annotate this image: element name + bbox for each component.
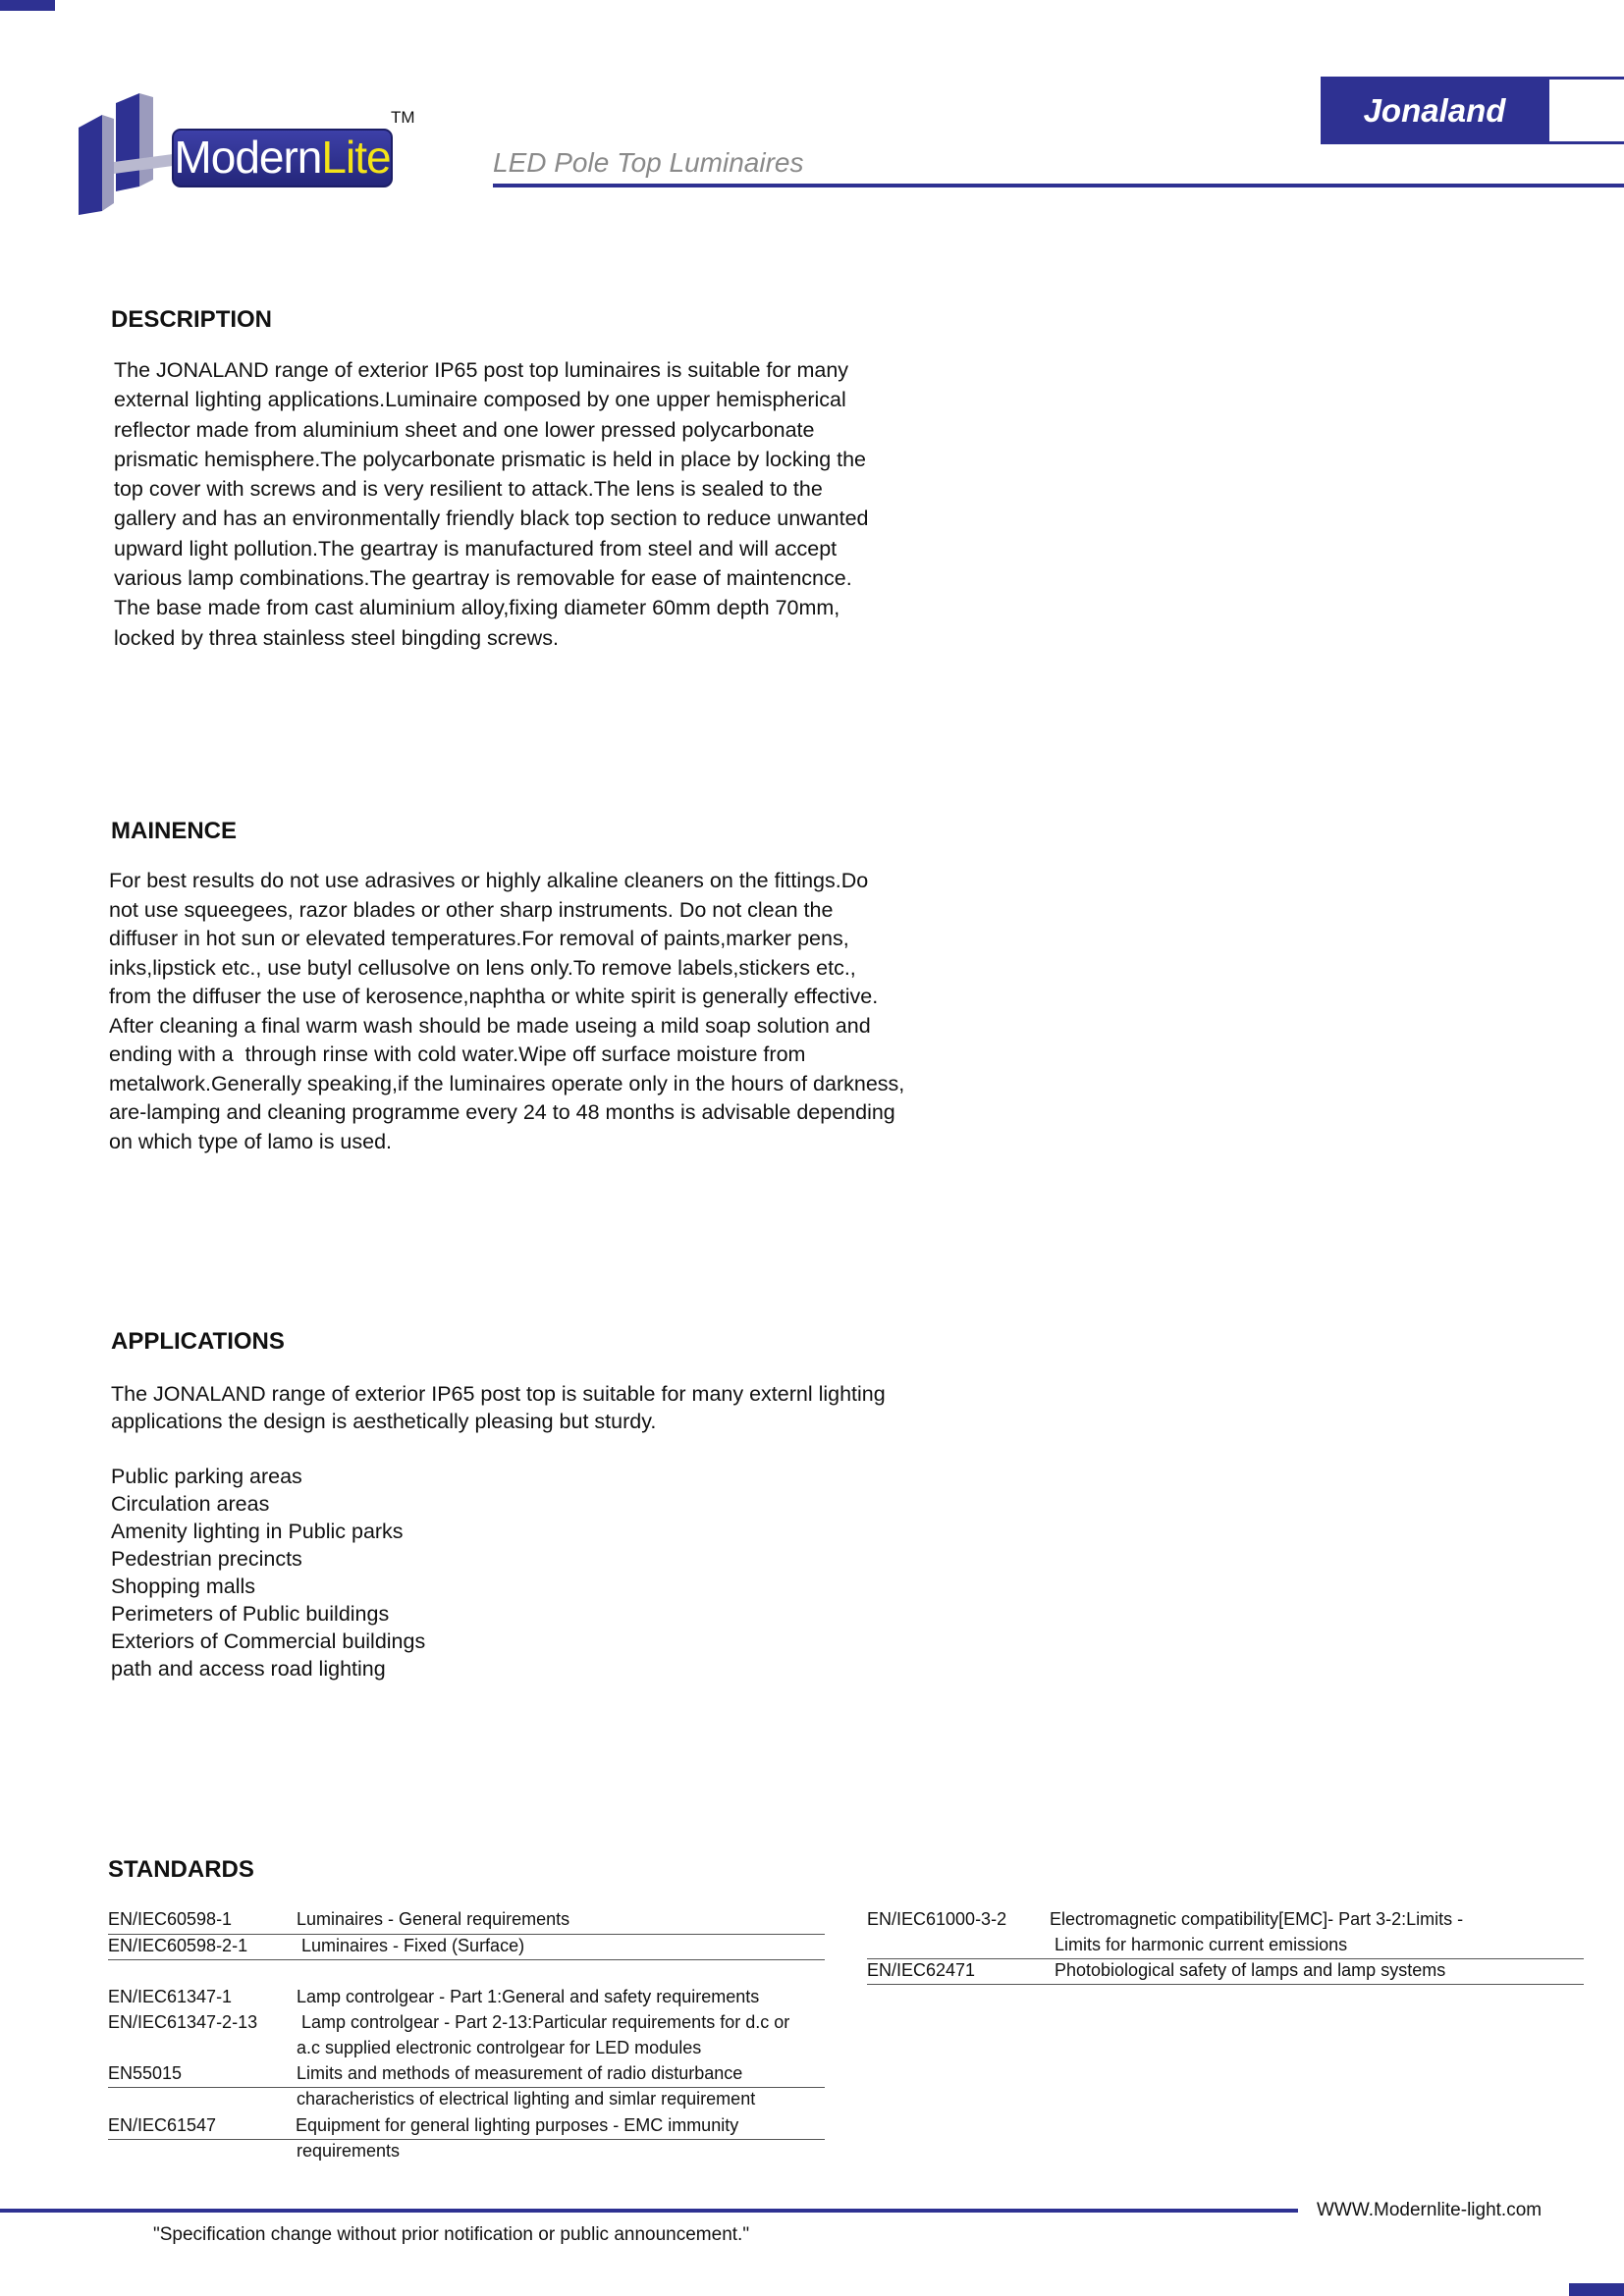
description-section	[111, 306, 975, 334]
maintenance-line: ending with a through rinse with cold water.Wipe off surface moisture from	[109, 1042, 806, 1066]
logo-lite: Lite	[321, 132, 391, 183]
description-line: locked by threa stainless steel bingding screws.	[114, 625, 559, 650]
maintenance-line: not use squeegees, razor blades or other sharp instruments. Do not clean the	[109, 897, 834, 922]
corner-mark-top	[0, 0, 55, 11]
standard-code: EN/IEC60598-2-1	[108, 1936, 248, 1955]
disclaimer-text: "Specification change without prior notification or public announcement."	[153, 2224, 750, 2245]
standard-description: Equipment for general lighting purposes - EMC immunity	[296, 2115, 739, 2135]
list-item: Perimeters of Public buildings	[111, 1602, 390, 1626]
maintenance-heading: MAINENCE	[111, 818, 238, 844]
description-heading: DESCRIPTION	[111, 306, 273, 333]
description-line: The base made from cast aluminium alloy,fixing diameter 60mm depth 70mm,	[114, 596, 840, 620]
table-rule	[108, 1959, 825, 1960]
standard-description: Limits and methods of measurement of radio disturbance	[297, 2063, 743, 2083]
header-divider	[493, 184, 1624, 187]
description-line: gallery and has an environmentally friendly black top section to reduce unwanted	[114, 507, 869, 531]
standard-description: Electromagnetic compatibility[EMC]- Part 3-2:Limits -	[1050, 1909, 1464, 1929]
standard-description: Lamp controlgear - Part 1:General and safety requirements	[297, 1987, 760, 2006]
standards-heading: STANDARDS	[108, 1856, 254, 1883]
list-item: Pedestrian precincts	[111, 1547, 302, 1571]
maintenance-line: metalwork.Generally speaking,if the luminaires operate only in the hours of darkness,	[109, 1071, 905, 1095]
page-subtitle: LED Pole Top Luminaires	[493, 147, 804, 178]
applications-list	[111, 1463, 425, 1682]
standard-description: Photobiological safety of lamps and lamp systems	[1050, 1960, 1446, 1980]
list-item: path and access road lighting	[111, 1657, 386, 1681]
description-line: reflector made from aluminium sheet and one lower pressed polycarbonate	[114, 417, 815, 442]
applications-section	[111, 1328, 285, 1356]
description-line: The JONALAND range of exterior IP65 post top luminaires is suitable for many	[114, 358, 849, 382]
maintenance-line: After cleaning a final warm wash should be made useing a mild soap solution and	[109, 1013, 871, 1038]
standard-code: EN/IEC61547	[108, 2115, 217, 2135]
logo-wordmark	[172, 129, 393, 187]
logo-modern: Modern	[174, 132, 322, 183]
standards-section	[108, 1856, 254, 1884]
applications-intro	[111, 1380, 995, 1435]
standard-description: a.c supplied electronic controlgear for LED modules	[297, 2038, 702, 2057]
maintenance-line: on which type of lamo is used.	[109, 1129, 393, 1153]
standard-code: EN/IEC61347-2-13	[108, 2012, 258, 2032]
list-item: Exteriors of Commercial buildings	[111, 1629, 426, 1653]
corner-mark-bottom	[1569, 2283, 1624, 2296]
standards-table-right	[867, 1906, 1584, 1985]
table-rule	[867, 1984, 1584, 1985]
standards-table-left	[108, 1906, 825, 2171]
standard-code: EN/IEC61000-3-2	[867, 1909, 1007, 1929]
standard-code: EN/IEC60598-1	[108, 1909, 233, 1929]
standard-description: requirements	[297, 2141, 401, 2161]
standard-description: Lamp controlgear - Part 2-13:Particular requirements for d.c or	[297, 2012, 790, 2032]
brand-name: Jonaland	[1321, 77, 1548, 144]
description-text	[114, 355, 978, 653]
description-line: various lamp combinations.The geartray is removable for ease of maintencnce.	[114, 566, 852, 591]
website-link[interactable]: WWW.Modernlite-light.com	[1317, 2200, 1543, 2220]
maintenance-line: For best results do not use adrasives or highly alkaline cleaners on the fittings.Do	[109, 869, 869, 892]
maintenance-line: are-lamping and cleaning programme every 24 to 48 months is advisable depending	[109, 1100, 895, 1124]
description-line: external lighting applications.Luminaire composed by one upper hemispherical	[114, 388, 846, 412]
standard-description: Limits for harmonic current emissions	[1050, 1935, 1348, 1954]
list-item: Shopping malls	[111, 1575, 256, 1598]
description-line: prismatic hemisphere.The polycarbonate prismatic is held in place by locking the	[114, 447, 867, 471]
standard-code: EN55015	[108, 2063, 183, 2083]
applications-heading: APPLICATIONS	[111, 1328, 285, 1355]
list-item: Amenity lighting in Public parks	[111, 1520, 404, 1543]
maintenance-text	[109, 867, 993, 1156]
footer-divider	[0, 2209, 1298, 2213]
table-rule	[108, 2139, 825, 2140]
maintenance-line: from the diffuser the use of kerosence,naphtha or white spirit is generally effective.	[109, 985, 879, 1008]
standard-description: Luminaires - General requirements	[297, 1909, 570, 1929]
standard-description: characheristics of electrical lighting and simlar requirement	[297, 2089, 756, 2109]
maintenance-line: inks,lipstick etc., use butyl cellusolve on lens only.To remove labels,stickers etc.,	[109, 955, 856, 980]
standard-description: Luminaires - Fixed (Surface)	[297, 1936, 525, 1955]
brand-outline-box	[1546, 77, 1624, 144]
applications-intro-line: The JONALAND range of exterior IP65 post top is suitable for many externl lighting	[111, 1382, 886, 1406]
standard-code: EN/IEC61347-1	[108, 1987, 233, 2006]
list-item: Circulation areas	[111, 1492, 270, 1516]
list-item: Public parking areas	[111, 1465, 302, 1488]
applications-intro-line: applications the design is aesthetically pleasing but sturdy.	[111, 1410, 657, 1433]
description-line: top cover with screws and is very resilient to attack.The lens is sealed to the	[114, 477, 823, 502]
standard-code: EN/IEC62471	[867, 1960, 976, 1980]
description-line: upward light pollution.The geartray is manufactured from steel and will accept	[114, 536, 838, 561]
maintenance-section	[111, 818, 237, 845]
maintenance-line: diffuser in hot sun or elevated temperatures.For removal of paints,marker pens,	[109, 927, 849, 950]
trademark-mark: TM	[391, 108, 415, 127]
